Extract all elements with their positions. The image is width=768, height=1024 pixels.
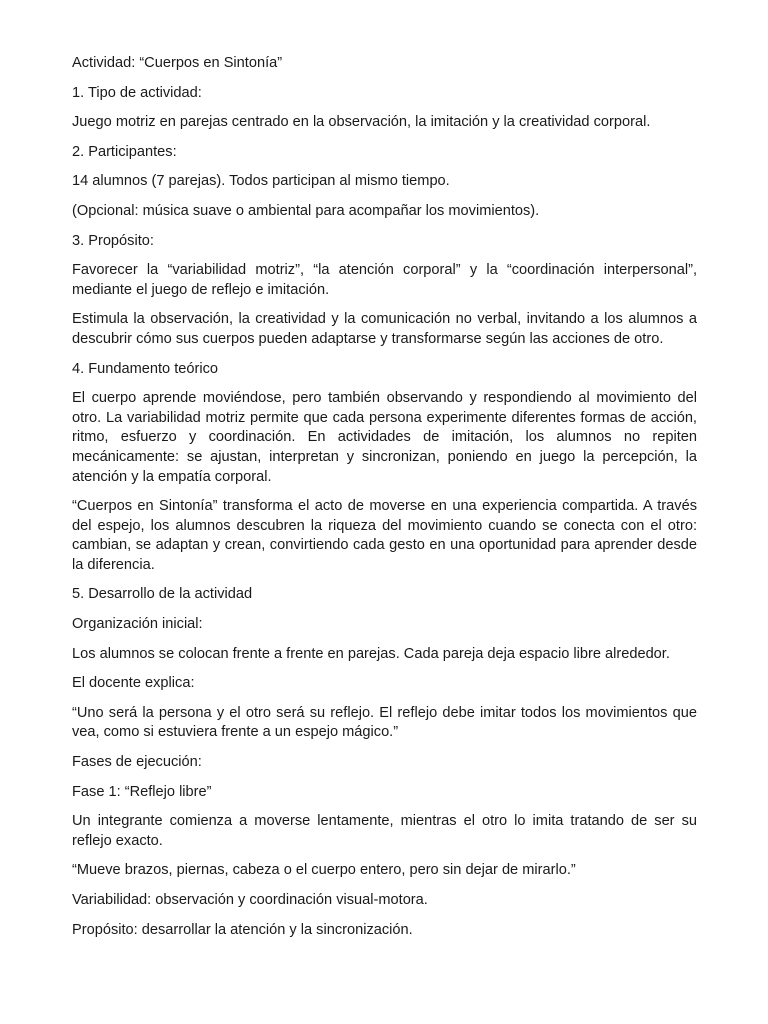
paragraph: “Uno será la persona y el otro será su reflejo. El reflejo debe imitar todos los movimientos que vea, como si estuviera frente a un espejo mágico.”: [72, 704, 697, 741]
paragraph: Organización inicial:: [72, 616, 203, 633]
paragraph: Un integrante comienza a moverse lentamente, mientras el otro lo imita tratando de ser su reflejo exacto.: [72, 813, 697, 849]
paragraph: 1. Tipo de actividad:: [72, 84, 202, 101]
paragraph: 14 alumnos (7 parejas). Todos participan al mismo tiempo.: [72, 173, 450, 190]
paragraph: Variabilidad: observación y coordinación visual-motora.: [72, 892, 428, 908]
paragraph: Favorecer la “variabilidad motriz”, “la atención corporal” y la “coordinación interpersonal”, mediante el juego de reflejo e imitación.: [72, 262, 697, 298]
paragraph: Actividad: “Cuerpos en Sintonía”: [72, 55, 283, 71]
paragraph: Fase 1: “Reflejo libre”: [72, 783, 212, 800]
paragraph: “Mueve brazos, piernas, cabeza o el cuerpo entero, pero sin dejar de mirarlo.”: [72, 862, 576, 879]
paragraph: 3. Propósito:: [72, 232, 154, 249]
paragraph: Fases de ejecución:: [72, 754, 202, 771]
paragraph: “Cuerpos en Sintonía” transforma el acto de moverse en una experiencia compartida. A través del espejo, los alumnos descubren la riqueza del movimiento cuando se conecta con el otro: cambian, se adaptan y crean, convirtiendo cada gesto en una oportunidad para aprender desde la diferencia.: [72, 498, 697, 573]
paragraph: El docente explica:: [72, 675, 195, 692]
paragraph: Estimula la observación, la creatividad y la comunicación no verbal, invitando a los alumnos a descubrir cómo sus cuerpos pueden adaptarse y transformarse según las acciones de otro.: [72, 311, 697, 347]
paragraph: (Opcional: música suave o ambiental para acompañar los movimientos).: [72, 202, 540, 219]
paragraph: Los alumnos se colocan frente a frente en parejas. Cada pareja deja espacio libre alrededor.: [72, 645, 670, 662]
document-page: [72, 54, 697, 950]
paragraph: Propósito: desarrollar la atención y la sincronización.: [72, 921, 413, 938]
paragraph: Juego motriz en parejas centrado en la observación, la imitación y la creatividad corporal.: [72, 114, 651, 131]
paragraph: 4. Fundamento teórico: [72, 360, 219, 377]
paragraph: 2. Participantes:: [72, 143, 177, 160]
paragraph: El cuerpo aprende moviéndose, pero también observando y respondiendo al movimiento del otro. La variabilidad motriz permite que cada persona experimente diferentes formas de acción, ritmo, esfuerzo y coordinación. En actividades de imitación, los alumnos no repiten mecánicamente: se ajustan, interpretan y sincronizan, poniendo en juego la percepción, la atención y la empatía corporal.: [72, 390, 697, 485]
paragraph: 5. Desarrollo de la actividad: [72, 586, 253, 603]
